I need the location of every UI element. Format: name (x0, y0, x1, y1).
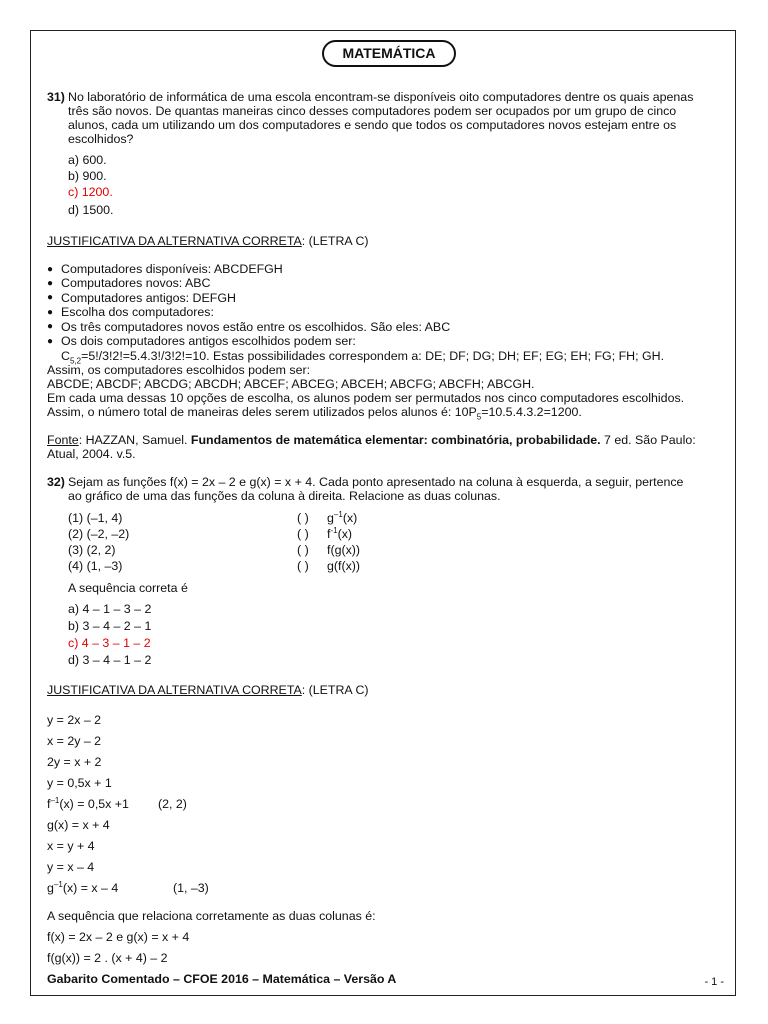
q31-text-line: escolhidos? (68, 132, 134, 146)
q31-bullet: Computadores antigos: DEFGH (61, 291, 236, 305)
q32-final-line: A sequência que relaciona corretamente as duas colunas é: (47, 909, 376, 923)
q32-text-line: Sejam as funções f(x) = 2x – 2 e g(x) = x + 4. Cada ponto apresentado na coluna à esquerda, a seguir, pertence (68, 475, 684, 489)
q31-option-b: b) 900. (68, 169, 107, 183)
q31-paragraph: Assim, o número total de maneiras deles serem utilizados pelos alunos é: $10P_5=10.5.4.3.2=1200$. (47, 405, 582, 422)
bullet-icon: ● (47, 321, 54, 332)
q32-blank: ( ) (297, 543, 309, 557)
q32-option-b: b) 3 – 4 – 2 – 1 (68, 619, 152, 633)
q31-text-line: três são novos. De quantas maneiras cinco desses computadores podem ser ocupados por um grupo de cinco (68, 104, 677, 118)
q31-paragraph: ABCDE; ABCDF; ABCDG; ABCDH; ABCEF; ABCEG; ABCEH; ABCFG; ABCFH; ABCGH. (47, 377, 535, 391)
q31-paragraph: Assim, os computadores escolhidos podem ser: (47, 363, 311, 377)
q31-bullet: Escolha dos computadores: (61, 305, 214, 319)
q31-bullet: Computadores novos: ABC (61, 276, 211, 290)
bullet-icon: ● (47, 336, 54, 347)
q31-option-a: a) 600. (68, 153, 107, 167)
q32-left-item: (4) (1, –3) (68, 559, 123, 573)
q32-option-a: a) 4 – 1 – 3 – 2 (68, 602, 152, 616)
q31-justification-heading: JUSTIFICATIVA DA ALTERNATIVA CORRETA: (LETRA C) (47, 234, 369, 248)
q32-justification-heading: JUSTIFICATIVA DA ALTERNATIVA CORRETA: (LETRA C) (47, 683, 369, 697)
q32-right-item: f(g(x)) (327, 543, 361, 557)
q32-right-item: $g^{-1}(x)$ (327, 509, 358, 525)
q32-option-c-correct: c) 4 – 3 – 1 – 2 (68, 636, 151, 650)
bullet-icon: ● (47, 292, 54, 303)
q32-blank: ( ) (297, 559, 309, 573)
q32-work-point: (1, –3) (173, 881, 209, 895)
q32-blank: ( ) (297, 527, 309, 541)
page-number: - 1 - (704, 976, 724, 988)
bullet-icon: ● (47, 278, 54, 289)
q32-work-line: $g^{-1}(x) = x - 4$ (47, 879, 119, 895)
page-border (30, 30, 736, 996)
q32-work-line: x = y + 4 (47, 839, 95, 853)
q31-option-d: d) 1500. (68, 203, 114, 217)
q31-combination-line: $C_{5,2}=5!/3!2!=5.4.3!/3!2!=10$. Estas possibilidades correspondem a: DE; DF; DG; DH; EF; EG; EH; FG; FH; GH. (61, 349, 665, 366)
q31-option-c-correct: c) 1200. (68, 185, 113, 199)
q32-work-line: x = 2y – 2 (47, 734, 102, 748)
q31-bullet: Os dois computadores antigos escolhidos podem ser: (61, 334, 356, 348)
q32-sequence-label: A sequência correta é (68, 581, 188, 595)
q32-work-line: $f^{-1}(x) = 0,5x +1$ (47, 795, 129, 811)
q32-final-line: f(g(x)) = 2 . (x + 4) – 2 (47, 951, 168, 965)
q32-text-line: ao gráfico de uma das funções da coluna à direita. Relacione as duas colunas. (68, 489, 501, 503)
q31-bullet: Computadores disponíveis: ABCDEFGH (61, 262, 283, 276)
q32-option-d: d) 3 – 4 – 1 – 2 (68, 653, 152, 667)
q31-text-line: alunos, cada um utilizando um dos computadores e sendo que todos os computadores novos estejam entre os (68, 118, 677, 132)
q32-work-line: y = 2x – 2 (47, 713, 102, 727)
q31-text-line: No laboratório de informática de uma escola encontram-se disponíveis oito computadores dentre os quais apenas (68, 90, 694, 104)
q31-number: 31) (47, 90, 65, 104)
q32-final-line: f(x) = 2x – 2 e g(x) = x + 4 (47, 930, 190, 944)
bullet-icon: ● (47, 264, 54, 275)
q32-work-line: 2y = x + 2 (47, 755, 102, 769)
q32-work-line: y = 0,5x + 1 (47, 776, 112, 790)
bullet-icon: ● (47, 307, 54, 318)
q32-number: 32) (47, 475, 65, 489)
q32-blank: ( ) (297, 511, 309, 525)
q32-left-item: (2) (–2, –2) (68, 527, 130, 541)
q32-right-item: g(f(x)) (327, 559, 361, 573)
q31-source: Fonte: HAZZAN, Samuel. Fundamentos de matemática elementar: combinatória, probabilidade. 7 ed. São Paulo: (47, 433, 696, 447)
q31-source-cont: Atual, 2004. v.5. (47, 447, 136, 461)
q32-work-line: y = x – 4 (47, 860, 95, 874)
q32-left-item: (3) (2, 2) (68, 543, 116, 557)
q32-work-point: (2, 2) (158, 797, 187, 811)
q32-work-line: g(x) = x + 4 (47, 818, 110, 832)
q32-left-item: (1) (–1, 4) (68, 511, 123, 525)
q31-paragraph: Em cada uma dessas 10 opções de escolha, os alunos podem ser permutados nos cinco computadores escolhidos. (47, 391, 685, 405)
page-title: MATEMÁTICA (322, 40, 456, 67)
q32-right-item: $f^{-1}(x)$ (327, 525, 353, 541)
footer-text: Gabarito Comentado – CFOE 2016 – Matemática – Versão A (47, 972, 397, 986)
q31-bullet: Os três computadores novos estão entre os escolhidos. São eles: ABC (61, 320, 451, 334)
